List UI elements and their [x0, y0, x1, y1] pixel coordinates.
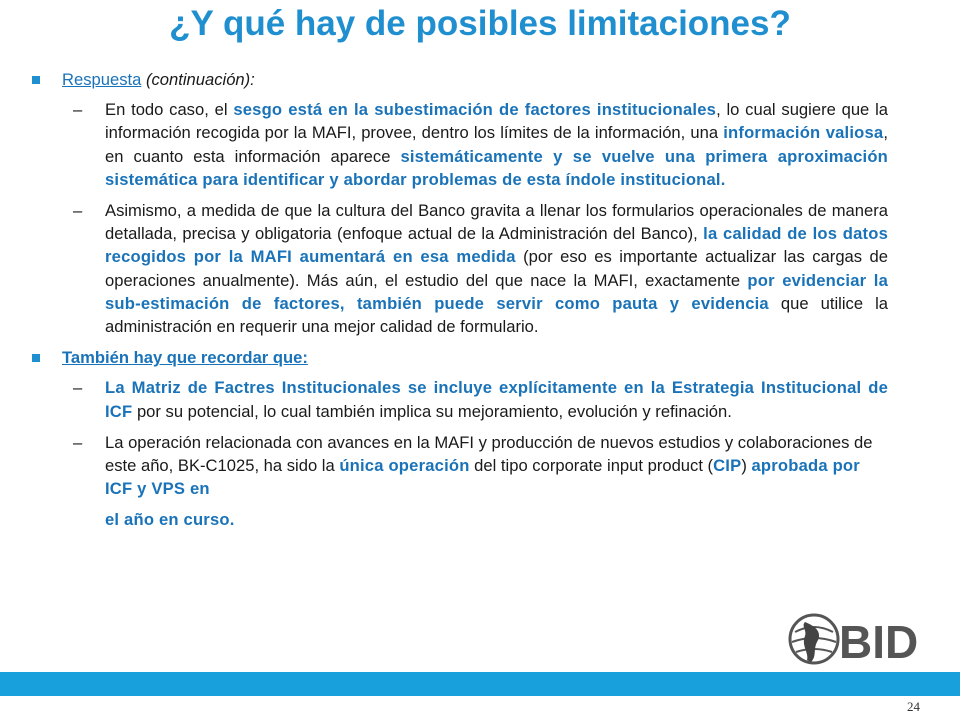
highlight-run: el año en curso. [105, 510, 235, 530]
square-bullet-icon [32, 76, 40, 84]
slide-title: ¿Y qué hay de posibles limitaciones? [169, 4, 791, 43]
text-run: ) [741, 456, 752, 476]
text-run: Asimismo, a medida de que la cultura del Banco gravita a llenar los formularios operacionales de manera detallada, precisa y obligatoria (enfoque actual de la Administración del Banco), [105, 201, 888, 244]
square-bullet-icon [32, 354, 40, 362]
bullet-recordar [30, 346, 888, 369]
logo-text: BID [839, 616, 919, 666]
highlight-run: por evidenciar la sub-estimación de factores, también puede servir como pauta y evidencia [105, 270, 888, 313]
dash-marker: – [73, 100, 83, 120]
text-run: , lo cual sugiere que la información recogida por la MAFI, provee, dentro los límites de la información, una [105, 100, 888, 143]
text-run: La operación relacionada con avances en la MAFI y producción de nuevos estudios y colaboraciones de este año, BK-C1025, ha sido la [105, 432, 873, 476]
highlight-run: sistemáticamente y se vuelve una primera aproximación sistemática para identificar y abordar problemas de esta índole institucional. [105, 146, 888, 189]
sub-item-sesgo [73, 98, 888, 191]
page-number: 24 [907, 699, 920, 714]
highlight-run: La Matriz de Factres Institucionales se incluye explícitamente en la Estrategia Institucional de ICF [105, 378, 888, 421]
text-run: (por eso es importante actualizar las cargas de operaciones anualmente). Más aún, el estudio del que nace la MAFI, exactamente [105, 247, 888, 290]
highlight-run: CIP [713, 456, 742, 476]
respuesta-heading: Respuesta [62, 70, 142, 89]
text-run: del tipo corporate input product ( [469, 456, 714, 476]
dash-marker: – [73, 432, 83, 452]
sub-item-asimismo [73, 199, 888, 338]
bullet-respuesta [30, 68, 888, 91]
highlight-run: aprobada por ICF y VPS en [105, 456, 860, 499]
sub-item-operacion [73, 431, 888, 532]
dash-marker: – [73, 378, 83, 398]
slide-content [30, 68, 888, 540]
highlight-run: la calidad de los datos recogidos por la MAFI aumentará en esa medida [105, 224, 889, 267]
respuesta-heading-tail: (continuación): [141, 70, 255, 89]
text-run: En todo caso, el [105, 100, 234, 120]
highlight-run: única operación [339, 456, 470, 476]
highlight-run: sesgo está en la subestimación de factores institucionales [233, 100, 717, 120]
globe-icon [790, 615, 838, 663]
bid-logo [787, 612, 937, 666]
recordar-heading: También hay que recordar que: [62, 348, 308, 368]
sub-item-matriz [73, 376, 888, 422]
text-run: por su potencial, lo cual también implica su mejoramiento, evolución y refinación. [132, 401, 732, 421]
footer-bar [0, 672, 960, 696]
text-run: , en cuanto esta información aparece [105, 123, 888, 166]
text-run: que utilice la administración en requerir una mejor calidad de formulario. [105, 293, 888, 337]
dash-marker: – [73, 201, 83, 221]
highlight-run: información valiosa [723, 123, 884, 143]
